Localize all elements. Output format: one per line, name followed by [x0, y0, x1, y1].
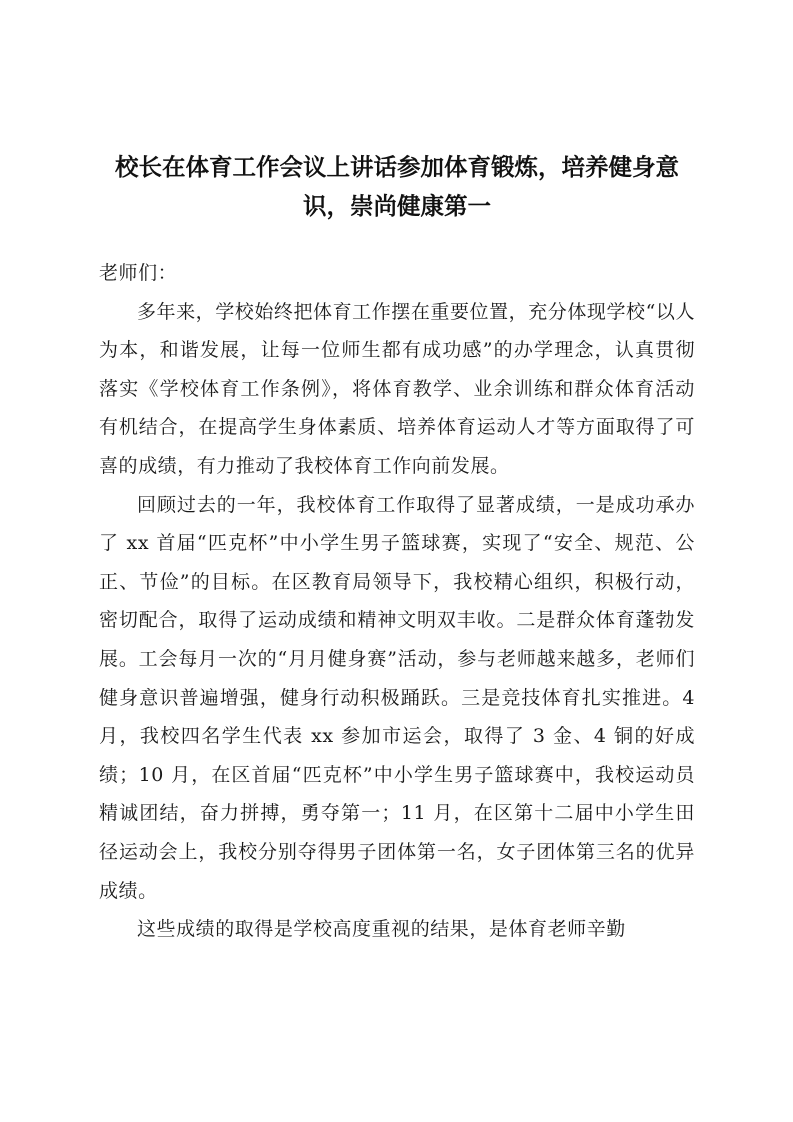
page-title-line-1: 校长在体育工作会议上讲话参加体育锻炼，培养健身意 [115, 153, 679, 181]
page-title [99, 148, 695, 226]
document-body [99, 254, 695, 949]
salutation: 老师们： [99, 262, 178, 284]
document-content [99, 148, 695, 949]
paragraph-3: 这些成绩的取得是学校高度重视的结果，是体育老师辛勤 [137, 918, 626, 941]
paragraph-2: 回顾过去的一年，我校体育工作取得了显著成绩，一是成功承办了 xx 首届“匹克杯”中小学生男子篮球赛，实现了“安全、规范、公正、节俭”的目标。在区教育局领导下，我校精心组织，积极行动，密切配合，取得了运动成绩和精神文明双丰收。二是群众体育蓬勃发展。工会每月一次的“月月健身赛”活动，参与老师越来越多，老师们健身意识普遍增强，健身行动积极踊跃。三是竞技体育扎实推进。4 月，我校四名学生代表 xx 参加市运会，取得了 3 金、4 铜的好成绩；10 月，在区首届“匹克杯”中小学生男子篮球赛中，我校运动员精诚团结，奋力拼搏，勇夺第一；11 月，在区第十二届中小学生田径运动会上，我校分别夺得男子团体第一名，女子团体第三名的优异成绩。 [99, 493, 695, 902]
page-title-line-2: 识，崇尚健康第一 [303, 192, 491, 220]
paragraph-1: 多年来，学校始终把体育工作摆在重要位置，充分体现学校“以人为本，和谐发展，让每一位师生都有成功感”的办学理念，认真贯彻落实《学校体育工作条例》，将体育教学、业余训练和群众体育活动有机结合，在提高学生身体素质、培养体育运动人才等方面取得了可喜的成绩，有力推动了我校体育工作向前发展。 [99, 300, 695, 477]
